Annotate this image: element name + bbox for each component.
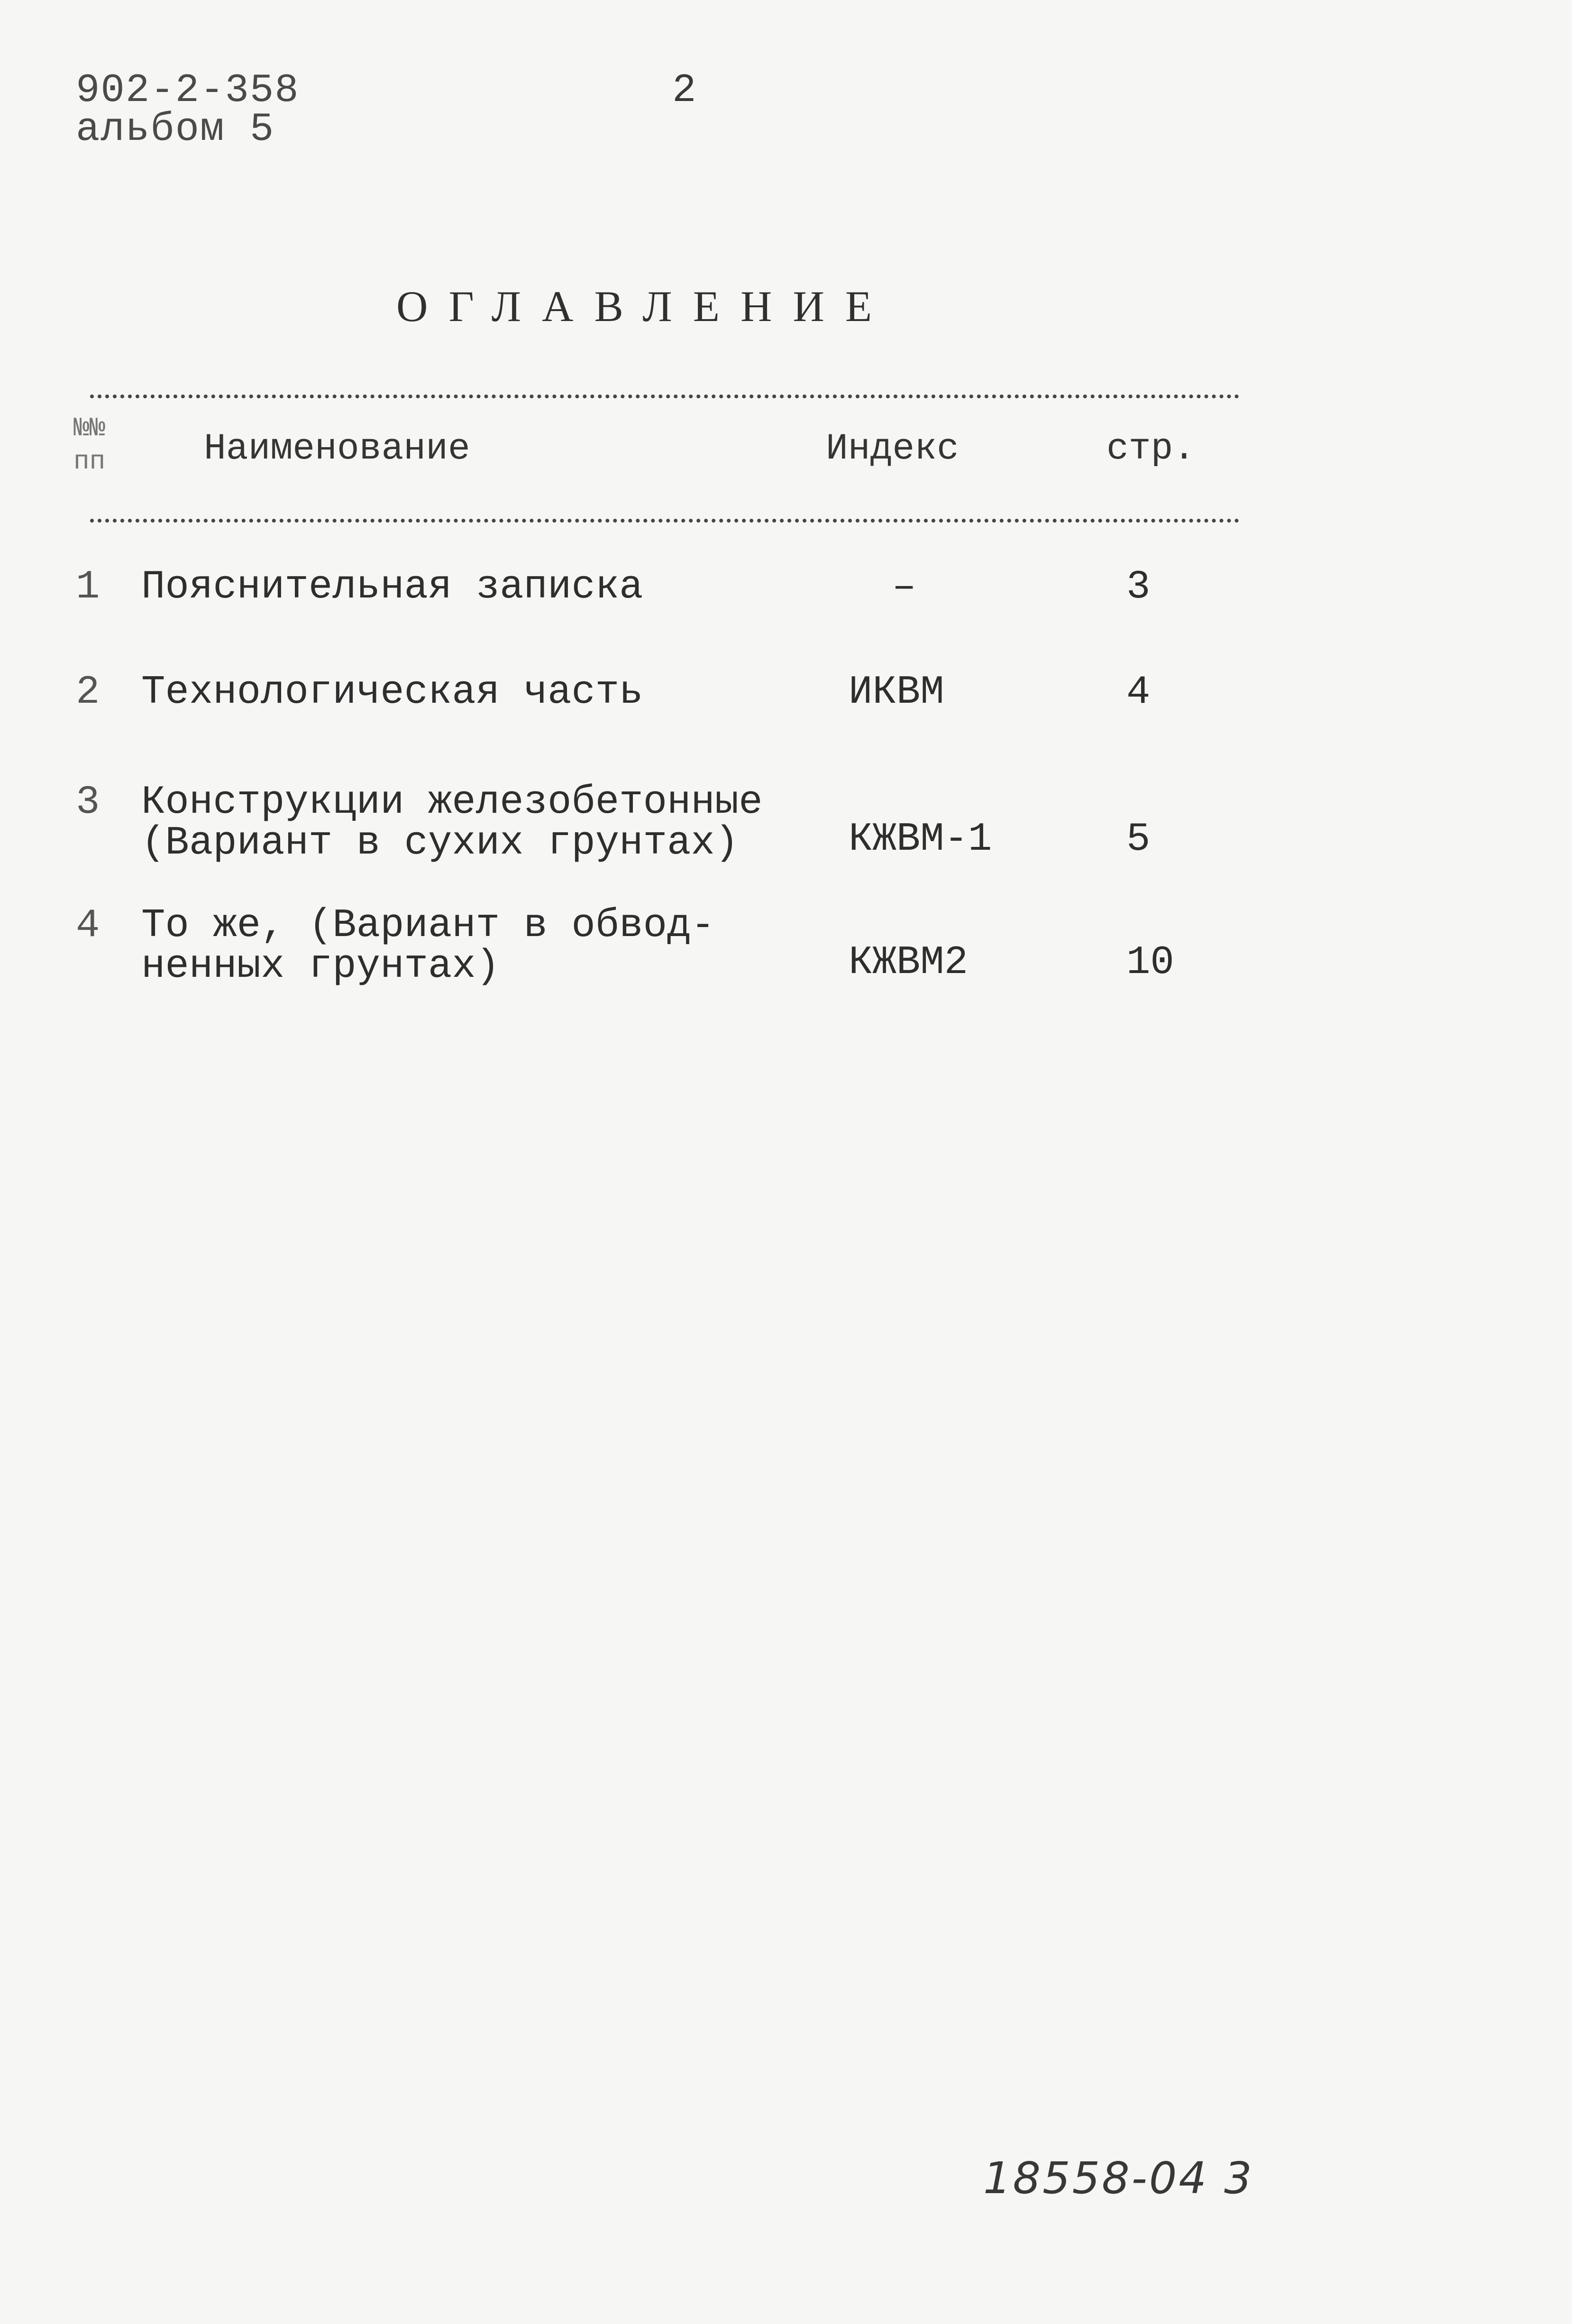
row-number: 2	[76, 670, 100, 715]
index-column-header: Индекс	[826, 428, 959, 470]
row-name: Пояснительная записка	[141, 565, 643, 610]
table-top-rule	[90, 395, 1239, 398]
row-page: 5	[1126, 817, 1151, 862]
row-index: –	[892, 565, 916, 610]
row-number: 4	[76, 903, 100, 948]
row-index: КЖВМ2	[849, 940, 969, 985]
row-number: 3	[76, 780, 100, 825]
page-column-header: стр.	[1106, 428, 1196, 470]
album-label: альбом 5	[76, 107, 275, 152]
row-name: Конструкции железобетонные (Вариант в сухих грунтах)	[141, 780, 763, 866]
number-column-header: №№ пп	[73, 413, 106, 477]
row-page: 3	[1126, 565, 1151, 610]
row-name: Технологическая часть	[141, 670, 643, 715]
page-number: 2	[672, 68, 696, 113]
row-number: 1	[76, 565, 100, 610]
document-code: 902-2-358	[76, 68, 300, 113]
row-page: 10	[1126, 940, 1174, 985]
archive-number: 18558-04 3	[983, 2153, 1254, 2204]
row-name: То же, (Вариант в обвод- ненных грунтах)	[141, 903, 715, 989]
contents-title: ОГЛАВЛЕНИЕ	[396, 282, 893, 331]
name-column-header: Наименование	[204, 428, 470, 470]
row-page: 4	[1126, 670, 1151, 715]
row-index: КЖВМ-1	[849, 817, 992, 862]
table-header-rule	[90, 519, 1239, 523]
row-index: ИКВМ	[849, 670, 944, 715]
